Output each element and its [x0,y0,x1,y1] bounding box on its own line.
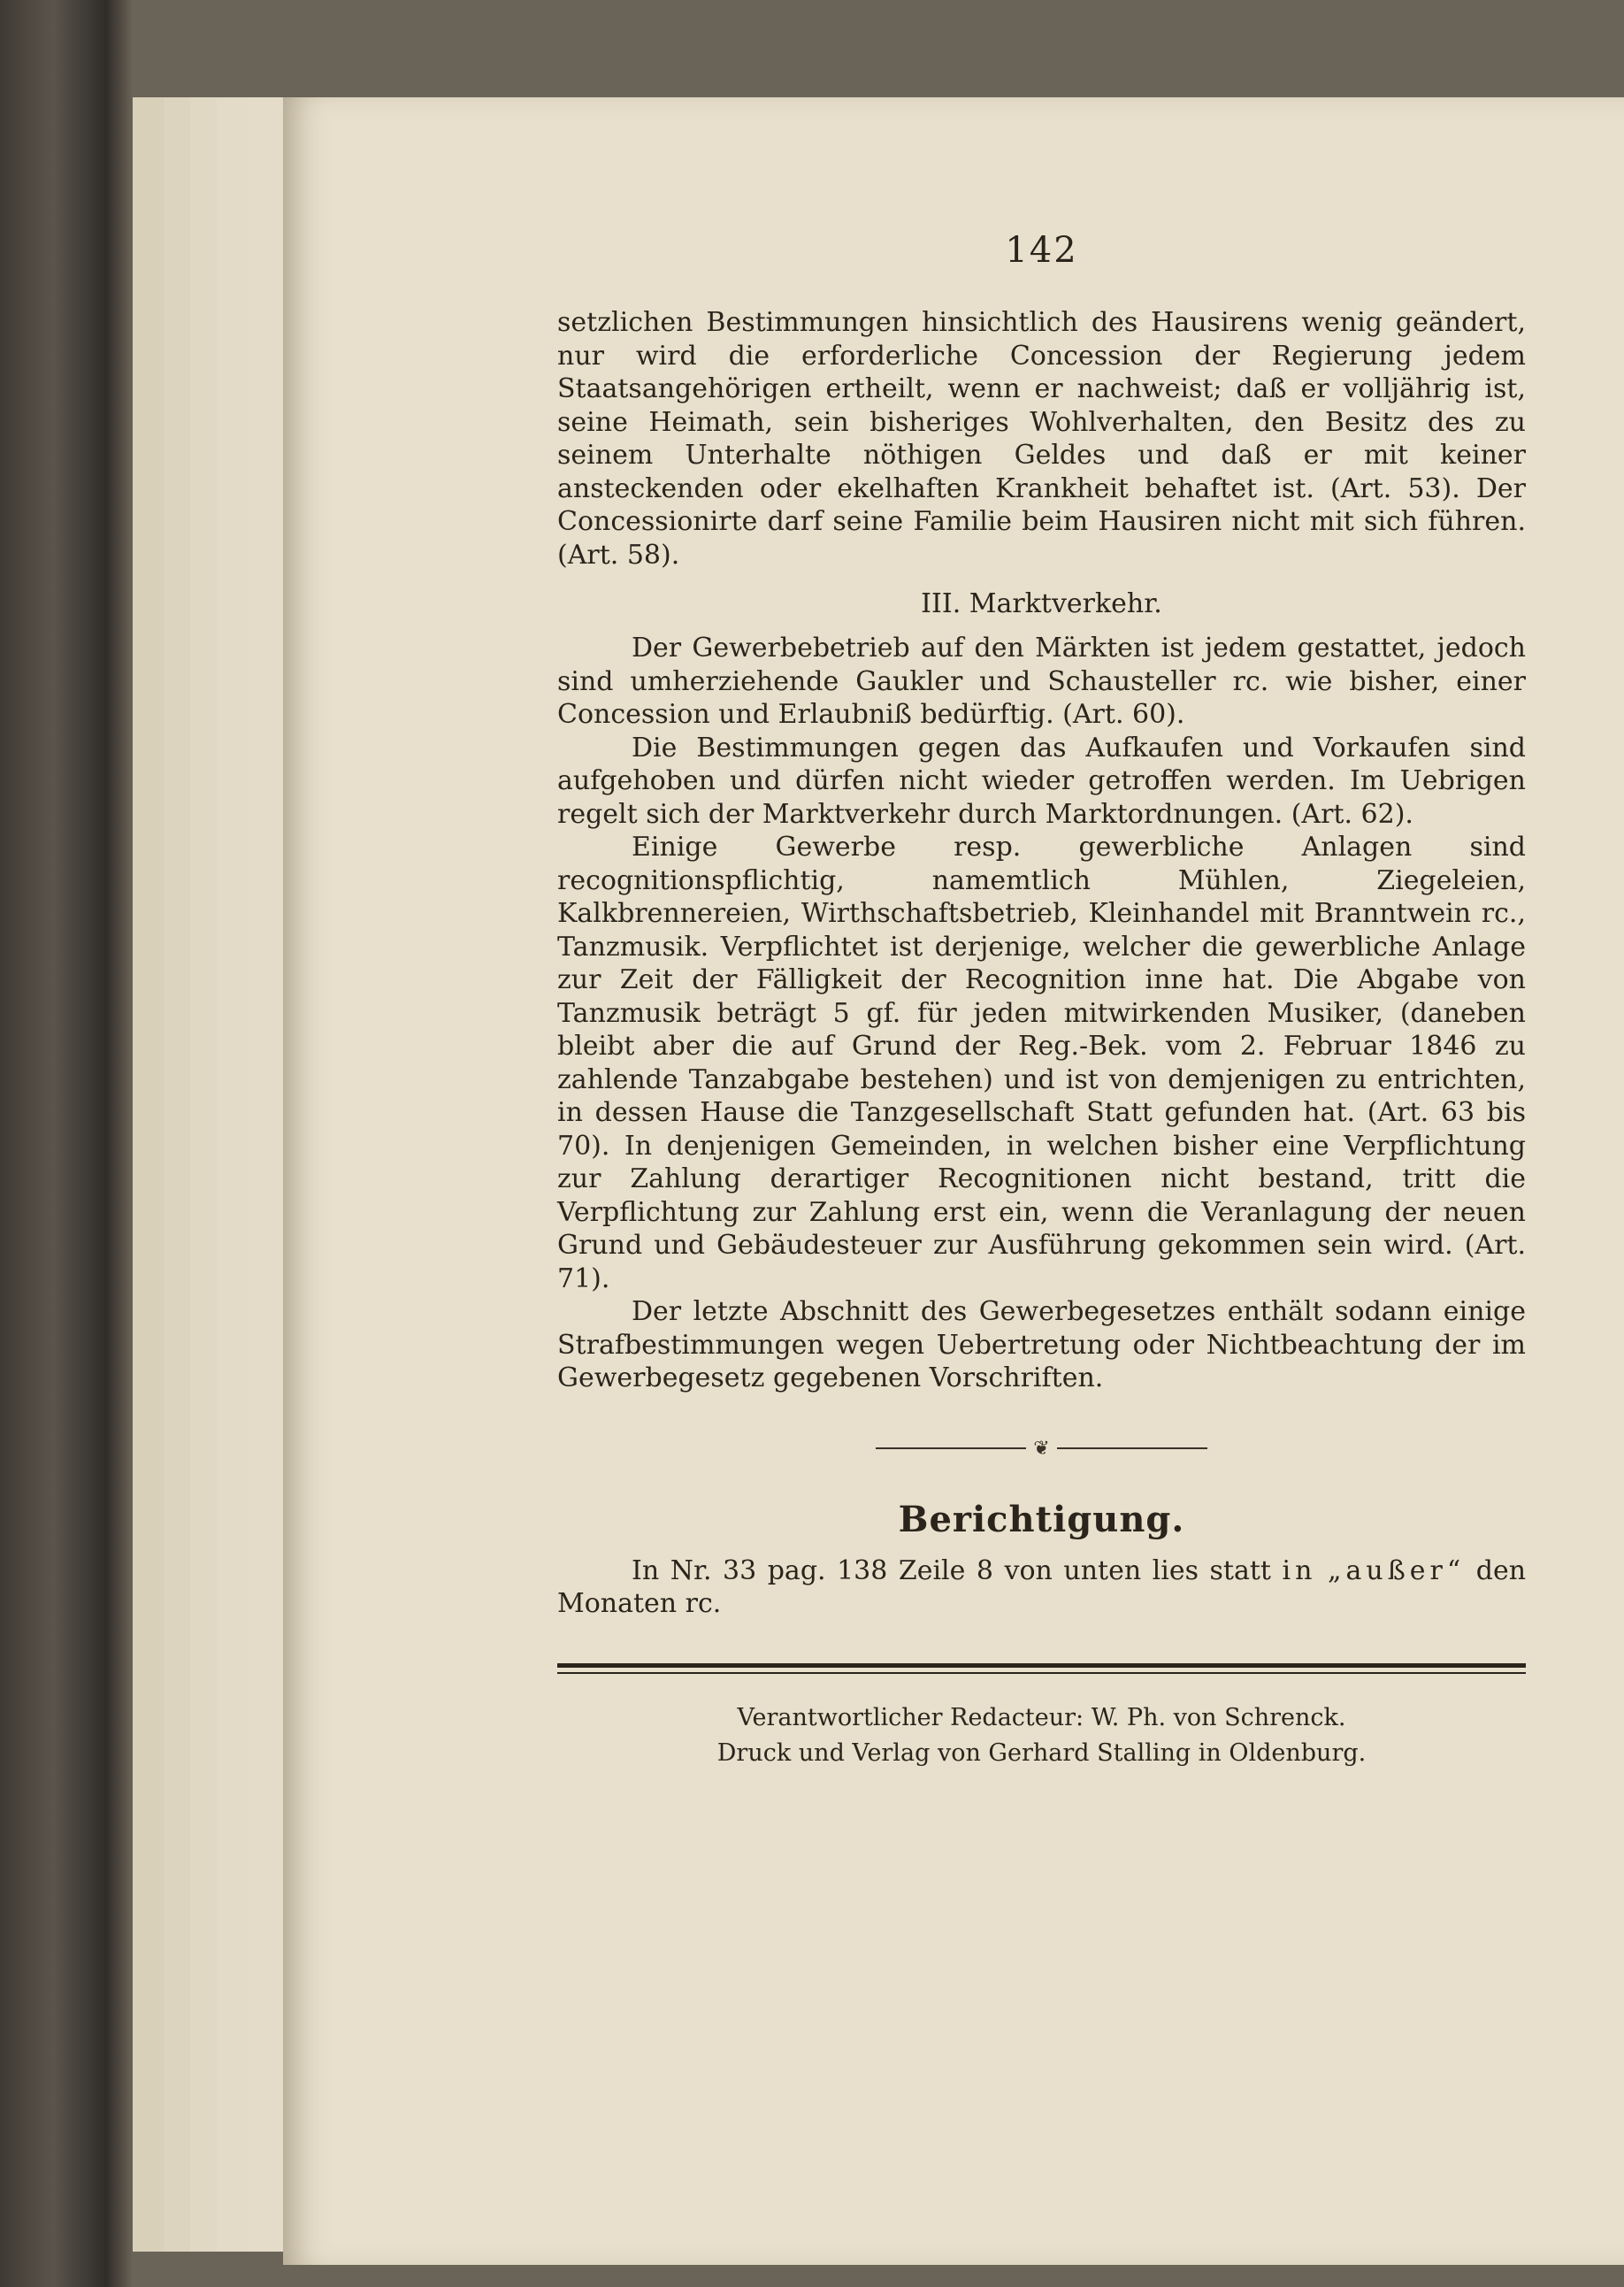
correction-tail: den Monaten rc. [557,1554,1527,1619]
paragraph-aufkaufen: Die Bestimmungen gegen das Aufkaufen und Vorkaufen sind aufgehoben und dürfen nicht wieder getroffen werden. Im Uebrigen regelt sich der Marktverkehr durch Marktordnungen. (Art. 62). [557,732,1526,830]
double-rule-thin [557,1672,1526,1674]
imprint-editor: Verantwortlicher Redacteur: W. Ph. von Schrenck. [737,1703,1346,1731]
section-heading-marktverkehr: III. Marktverkehr. [921,588,1162,619]
page-content [557,230,1526,1771]
correction-heading: Berichtigung. [898,1498,1185,1540]
page-number: 142 [1005,230,1078,271]
book-page [283,97,1624,2265]
double-rule [557,1663,1526,1668]
page-edge [248,97,284,2252]
ornament-line [1057,1447,1207,1449]
paragraph-strafbestimmungen: Der letzte Abschnitt des Gewerbegesetzes enthält sodann einige Strafbestimmungen wegen Uebertretung oder Nichtbeachtung der im Gewerbegesetz gegebenen Vorschriften. [557,1296,1526,1393]
ornament-knot-icon: ❦ [1033,1437,1050,1460]
correction-word-in: in [1282,1554,1317,1586]
imprint-printer: Druck und Verlag von Gerhard Stalling in Oldenburg. [716,1738,1367,1767]
paragraph-recognition: Einige Gewerbe resp. gewerbliche Anlagen sind recognitionspflichtig, namemtlich Mühlen, Ziegeleien, Kalkbrennereien, Wirthschaftsbetrieb, Kleinhandel mit Branntwein rc., Tanzmusik. Verpflichtet ist derjenige, welcher die gewerbliche Anlage zur Zeit der Fälligkeit der Recognition inne hat. Die Abgabe von Tanzmusik beträgt 5 gf. für jeden mitwirkenden Musiker, (daneben bleibt aber die auf Grund der Reg.-Bek. vom 2. Februar 1846 zu zahlende Tanzabgabe bestehen) und ist von demjenigen zu entrichten, in dessen Hause die Tanzgesellschaft Statt gefunden hat. (Art. 63 bis 70). In denjenigen Gemeinden, in welchen bisher eine Verpflichtung zur Zahlung derartiger Recognitionen nicht bestand, tritt die Verpflichtung zur Zahlung erst ein, wenn die Veranlagung der neuen Grund und Gebäudesteuer zur Ausführung gekommen sein wird. (Art. 71). [557,832,1526,1294]
correction-word-ausser: „außer“ [1327,1554,1466,1586]
correction-lead: In Nr. 33 pag. 138 Zeile 8 von unten lies statt [632,1554,1271,1586]
ornament-line [876,1447,1026,1449]
paragraph-hausiren: setzlichen Bestimmungen hinsichtlich des Hausirens wenig geändert, nur wird die erforderliche Concession der Regierung jedem Staatsangehörigen ertheilt, wenn er nachweist; daß er volljährig ist, seine Heimath, sein bisheriges Wohlverhalten, den Besitz des zu seinem Unterhalte nöthigen Geldes und daß er mit keiner ansteckenden oder ekelhaften Krankheit behaftet ist. (Art. 53). Der Concessionirte darf seine Familie beim Hausiren nicht mit sich führen. (Art. 58). [557,307,1526,571]
correction-text [557,1554,1526,1621]
paragraph-gewerbebetrieb: Der Gewerbebetrieb auf den Märkten ist jedem gestattet, jedoch sind umherziehende Gaukler und Schausteller rc. wie bisher, einer Concession und Erlaubniß bedürftig. (Art. 60). [557,633,1526,730]
ornament-divider [557,1438,1526,1460]
